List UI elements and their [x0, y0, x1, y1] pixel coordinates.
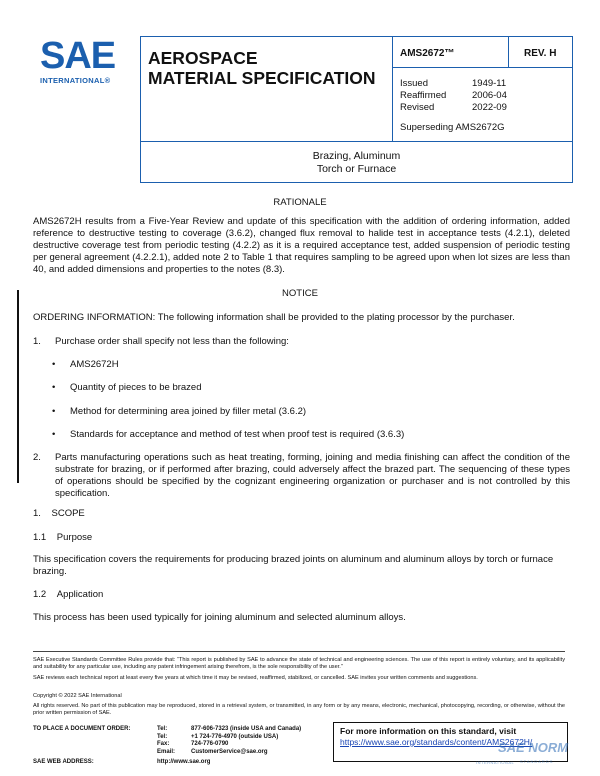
superseding-note: Superseding AMS2672G — [400, 122, 505, 133]
rationale-heading: RATIONALE — [273, 197, 327, 208]
document-number: AMS2672™ — [400, 48, 455, 59]
purpose-paragraph: This specification covers the requirements for producing brazed joints on aluminum and aluminum alloys by torch or furnace brazing. — [33, 554, 554, 577]
date-row-revised: Revised 2022-09 — [400, 102, 507, 113]
standard-link[interactable]: https://www.sae.org/standards/content/AMS2672H/ — [340, 737, 533, 747]
date-row-reaffirmed: Reaffirmed 2006-04 — [400, 90, 507, 101]
document-dates — [400, 78, 507, 114]
footer-rights: All rights reserved. No part of this publication may be reproduced, stored in a retrieval system, or transmitted, in any form or by any means, electronic, mechanical, photocopying, recording, or otherwise, without the prior written permission of SAE. — [33, 703, 565, 716]
specification-title: Brazing, Aluminum Torch or Furnace — [312, 150, 401, 175]
more-information-label: For more information on this standard, visit — [340, 726, 517, 736]
document-type-title: AEROSPACE MATERIAL SPECIFICATION — [148, 48, 376, 88]
revision-label: REV. H — [524, 48, 557, 59]
order-contact-block: TO PLACE A DOCUMENT ORDER: Tel: 877-606-7323 (inside USA and Canada) Tel: +1 724-776-4970 (outside USA) Fax: 724-776-0790 Email: CustomerService@sae.org SAE WEB ADDRESS: http://www.sae.org — [33, 726, 302, 765]
watermark-stamp: SAE NORM — [498, 740, 569, 755]
footer-committee-rules: SAE Executive Standards Committee Rules provide that: “This report is published by SAE to advance the state of technical and engineering sciences. The use of this report is entirely voluntary, and its applicability and suitability for any particular use, including any patent infringement arising therefrom, is the sole responsibility of the user.” — [33, 657, 565, 670]
watermark-stamp-sub: STANDARDS — [520, 759, 554, 764]
footer-copyright: Copyright © 2022 SAE International — [33, 693, 122, 699]
notice-heading: NOTICE — [282, 288, 318, 299]
ordering-information: ORDERING INFORMATION: The following information shall be provided to the plating processor by the purchaser. — [33, 312, 515, 323]
section-application-heading: 1.2 Application — [33, 589, 104, 600]
application-paragraph: This process has been used typically for joining aluminum and selected aluminum alloys. — [33, 612, 406, 623]
logo-subtitle: INTERNATIONAL® — [40, 76, 111, 85]
section-purpose-heading: 1.1 Purpose — [33, 532, 93, 543]
rationale-paragraph: AMS2672H results from a Five-Year Review and update of this specification with the addition of ordering information, added reference to destructive testing to coverage (3.6.2), changed flux removal to halide test in acceptance tests (4.2.1), deleted destructive coverage test from periodic testing (4.2.2) as it is a required acceptance test, added suspension of periodic testing per general agreement (4.2.2.1), added note 2 to Table 1 that requires sampling to be agreed upon when lot sizes are less than 40, and added dimensions and properties to the notes (8.3). — [33, 216, 570, 275]
watermark-stamp-sub: INTERNATIONAL — [476, 760, 515, 765]
header-divider — [140, 141, 573, 142]
sae-logo — [40, 37, 120, 87]
footer-divider — [33, 651, 565, 652]
logo-wordmark: SAE — [40, 35, 116, 77]
section-scope-heading: 1. SCOPE — [33, 508, 85, 519]
footer-review-note: SAE reviews each technical report at least every five years at which time it may be revised, reaffirmed, stabilized, or cancelled. SAE invites your written comments and suggestions. — [33, 675, 478, 681]
header-divider — [508, 36, 509, 68]
header-divider — [392, 36, 393, 142]
date-row-issued: Issued 1949-11 — [400, 78, 507, 89]
revision-change-bar — [17, 290, 19, 483]
header-divider — [392, 67, 573, 68]
